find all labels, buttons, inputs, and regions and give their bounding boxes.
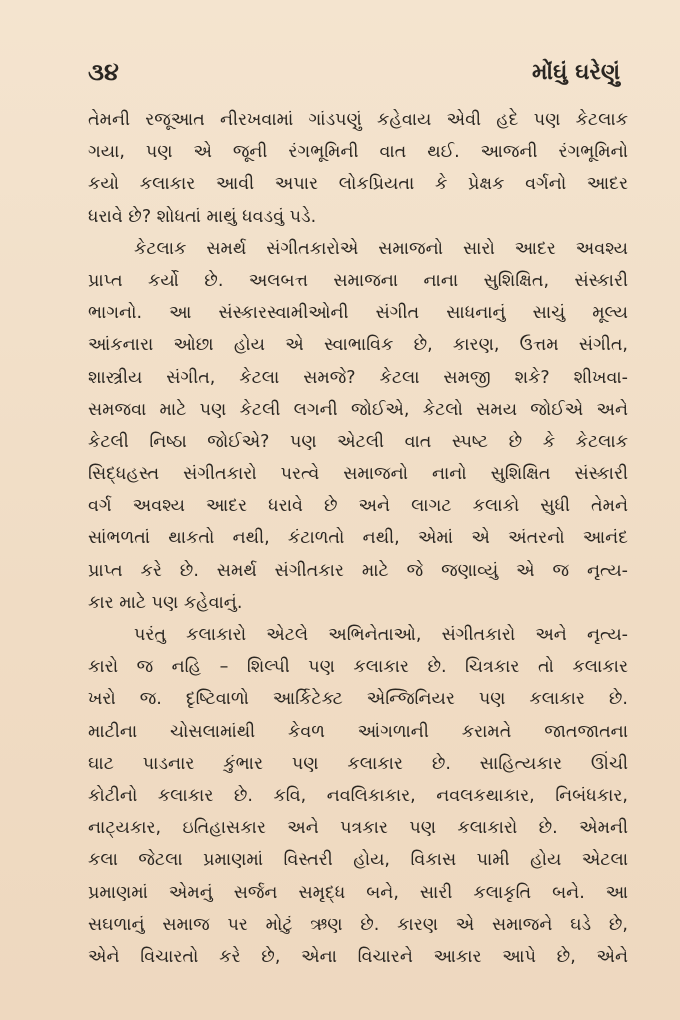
paragraph <box>88 619 628 973</box>
text-line: વર્ગ અવશ્ય આદર ધરાવે છે અને લાગટ કલાકો સુધી તેમને <box>88 496 628 517</box>
text-line: ખરો જ. દૃષ્ટિવાળો આર્કિટેક્ટ એન્જિનિયર પણ કલાકાર છે. <box>88 689 628 710</box>
text-line: એને વિચારતો કરે છે, એના વિચારને આકાર આપે છે, એને <box>88 946 628 967</box>
text-line: સિદ્ધહસ્ત સંગીતકારો પરત્વે સમાજનો નાનો સુશિક્ષિત સંસ્કારી <box>88 464 628 485</box>
text-line: પરંતુ કલાકારો એટલે અભિનેતાઓ, સંગીતકારો અને નૃત્ય- <box>134 625 628 645</box>
text-line: ગયા, પણ એ જૂની રંગભૂમિની વાત થઈ. આજની રંગભૂમિનો <box>88 142 628 163</box>
body-text <box>88 104 628 973</box>
text-line: સમજવા માટે પણ કેટલી લગની જોઈએ, કેટલો સમય જોઈએ અને <box>88 399 628 420</box>
text-line: કોટીનો કલાકાર છે. કવિ, નવલિકાકાર, નવલકથાકાર, નિબંધકાર, <box>88 785 628 806</box>
page-header <box>88 52 620 92</box>
page-number: ૩૪ <box>88 58 119 86</box>
paragraph <box>88 104 628 233</box>
text-line: ભાગનો. આ સંસ્કારસ્વામીઓની સંગીત સાધનાનું સાચું મૂલ્ય <box>88 303 628 324</box>
text-line: સાંભળતાં થાકતો નથી, કંટાળતો નથી, એમાં એ અંતરનો આનંદ <box>88 528 628 549</box>
text-line: તેમની રજૂઆત નીરખવામાં ગાંડપણું કહેવાય એવી હદે પણ કેટલાક <box>88 110 628 130</box>
text-line: કેટલાક સમર્થ સંગીતકારોએ સમાજનો સારો આદર અવશ્ય <box>134 238 628 259</box>
text-line: કયો કલાકાર આવી અપાર લોકપ્રિયતા કે પ્રેક્ષક વર્ગનો આદર <box>88 174 628 195</box>
text-line: કેટલી નિષ્ઠા જોઈએ? પણ એટલી વાત સ્પષ્ટ છે કે કેટલાક <box>88 431 628 452</box>
text-line: પ્રાપ્ત કર્યો છે. અલબત્ત સમાજના નાના સુશિક્ષિત, સંસ્કારી <box>88 270 628 291</box>
text-line: કલા જેટલા પ્રમાણમાં વિસ્તરી હોય, વિકાસ પામી હોય એટલા <box>88 850 628 871</box>
text-line: સઘળાનું સમાજ પર મોટું ઋણ છે. કારણ એ સમાજને ઘડે છે, <box>88 914 628 935</box>
text-line: પ્રમાણમાં એમનું સર્જન સમૃદ્ધ બને, સારી કલાકૃતિ બને. આ <box>88 882 628 903</box>
text-line: પ્રાપ્ત કરે છે. સમર્થ સંગીતકાર માટે જે જણાવ્યું એ જ નૃત્ય- <box>88 560 628 581</box>
text-line: કાર માટે પણ કહેવાનું. <box>88 592 243 613</box>
running-head: મોંઘું ઘરેણું <box>532 60 620 85</box>
paragraph <box>88 233 628 619</box>
text-line: ધરાવે છે? શોધતાં માથું ધવડવું પડે. <box>88 206 317 227</box>
text-line: કારો જ નહિ – શિલ્પી પણ કલાકાર છે. ચિત્રકાર તો કલાકાર <box>88 657 628 678</box>
text-line: નાટ્યકાર, ઇતિહાસકાર અને પત્રકાર પણ કલાકારો છે. એમની <box>88 818 628 839</box>
text-line: માટીના ચોસલામાંથી કેવળ આંગળાની કરામતે જાતજાતના <box>88 721 628 742</box>
text-line: ઘાટ પાડનાર કુંભાર પણ કલાકાર છે. સાહિત્યકાર ઊંચી <box>88 753 628 774</box>
text-line: આંકનારા ઓછા હોય એ સ્વાભાવિક છે, કારણ, ઉત્તમ સંગીત, <box>88 335 628 356</box>
text-line: શાસ્ત્રીય સંગીત, કેટલા સમજે? કેટલા સમજી શકે? શીખવા- <box>88 367 628 388</box>
